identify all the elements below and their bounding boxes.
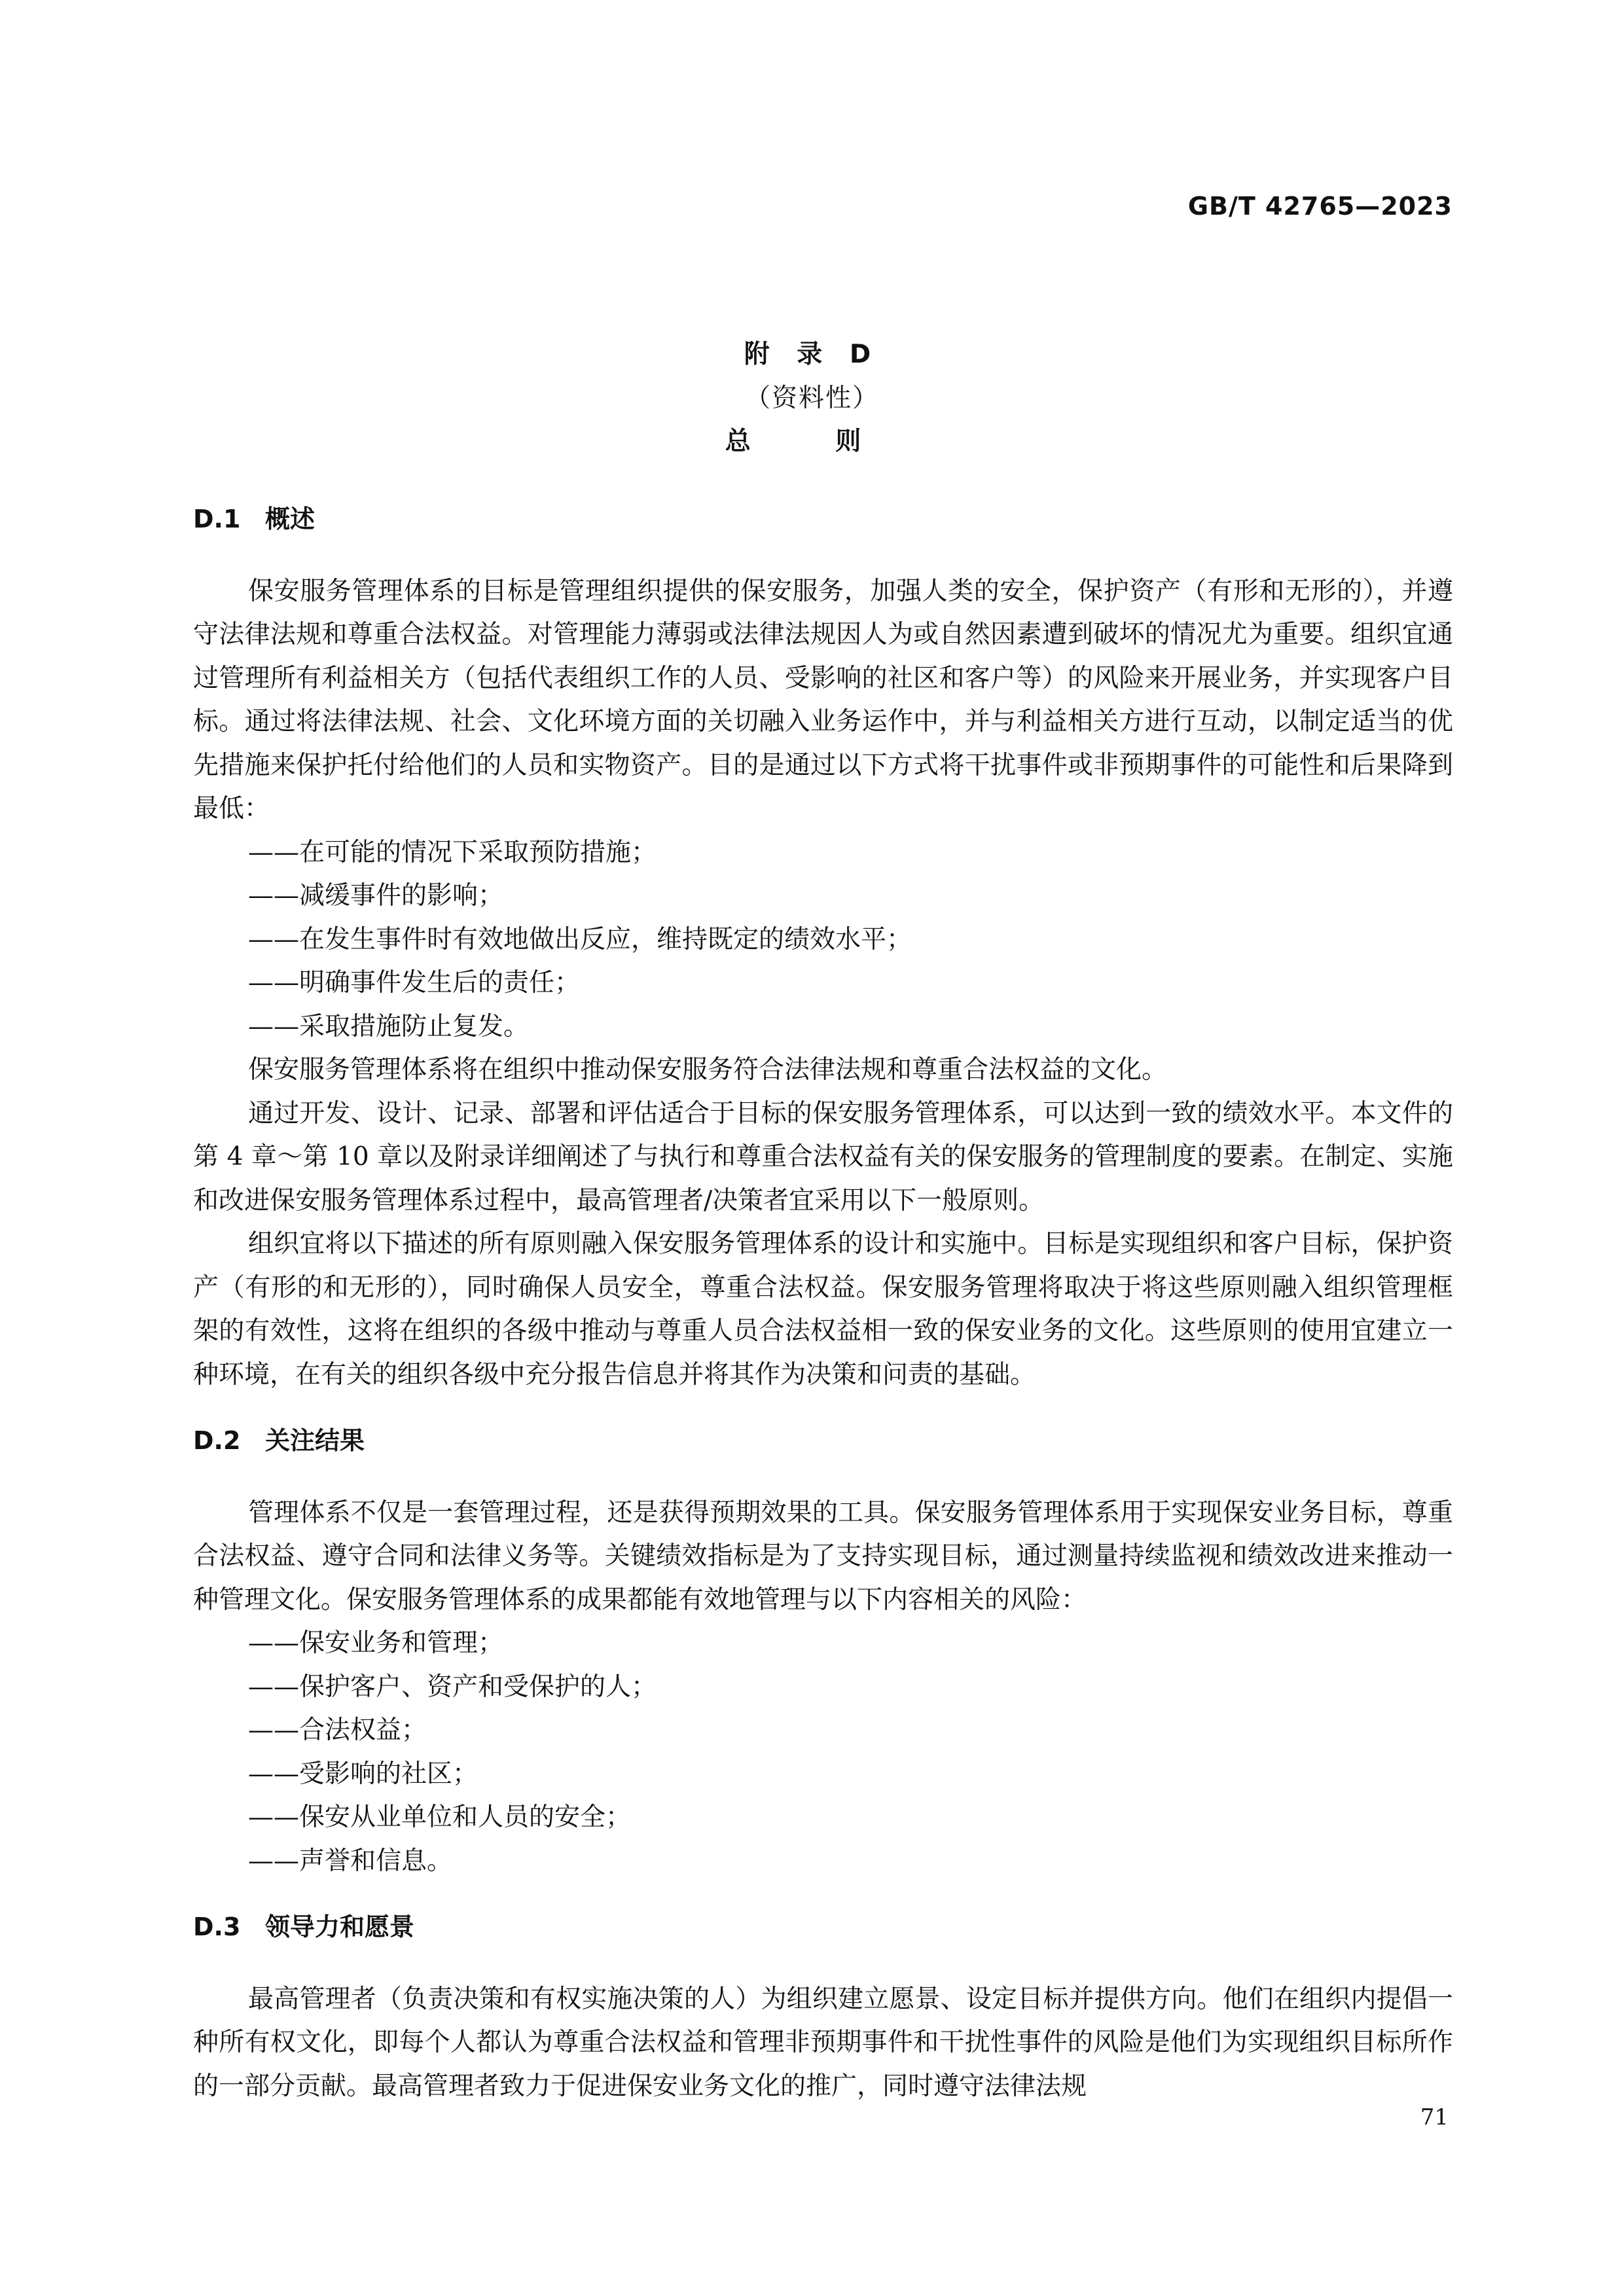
list-item: ——受影响的社区； <box>248 1759 478 1789</box>
document-body <box>193 497 1453 2108</box>
section-number: D.2 <box>193 1426 241 1455</box>
list-item: ——保安从业单位和人员的安全； <box>248 1803 632 1832</box>
page-number: 71 <box>1420 2104 1449 2130</box>
paragraph: 保安服务管理体系的目标是管理组织提供的保安服务，加强人类的安全，保护资产（有形和无形的），并遵守法律法规和尊重合法权益。对管理能力薄弱或法律法规因人为或自然因素遭到破坏的情况尤为重要。组织宜通过管理所有利益相关方（包括代表组织工作的人员、受影响的社区和客户等）的风险来开展业务，并实现客户目标。通过将法律法规、社会、文化环境方面的关切融入业务运作中，并与利益相关方进行互动，以制定适当的优先措施来保护托付给他们的人员和实物资产。目的是通过以下方式将干扰事件或非预期事件的可能性和后果降到最低： <box>193 576 1453 823</box>
standard-code: GB/T 42765—2023 <box>1187 192 1453 221</box>
list-item: ——减缓事件的影响； <box>248 881 504 910</box>
list-item: ——保安业务和管理； <box>248 1628 504 1658</box>
paragraph: 最高管理者（负责决策和有权实施决策的人）为组织建立愿景、设定目标并提供方向。他们在组织内提倡一种所有权文化，即每个人都认为尊重合法权益和管理非预期事件和干扰性事件的风险是他们为实现组织目标所作的一部分贡献。最高管理者致力于促进保安业务文化的推广，同时遵守法律法规 <box>193 1984 1453 2101</box>
paragraph: 保安服务管理体系将在组织中推动保安服务符合法律法规和尊重合法权益的文化。 <box>248 1055 1168 1085</box>
list-item: ——保护客户、资产和受保护的人； <box>248 1672 657 1702</box>
section-heading-d2 <box>193 1419 1453 1463</box>
list-item: ——声誉和信息。 <box>248 1846 453 1876</box>
list-item: ——在可能的情况下采取预防措施； <box>248 837 657 867</box>
section-heading-d3 <box>193 1905 1453 1949</box>
section-number: D.1 <box>193 505 241 533</box>
list-item: ——明确事件发生后的责任； <box>248 968 581 997</box>
paragraph: 组织宜将以下描述的所有原则融入保安服务管理体系的设计和实施中。目标是实现组织和客户目标，保护资产（有形的和无形的），同时确保人员安全，尊重合法权益。保安服务管理将取决于将这些原则融入组织管理框架的有效性，这将在组织的各级中推动与尊重人员合法权益相一致的保安业务的文化。这些原则的使用宜建立一种环境，在有关的组织各级中充分报告信息并将其作为决策和问责的基础。 <box>193 1229 1453 1390</box>
list-item: ——合法权益； <box>248 1715 427 1745</box>
list-item: ——在发生事件时有效地做出反应，维持既定的绩效水平； <box>248 924 912 954</box>
section-heading-d1 <box>193 497 1453 541</box>
list-item: ——采取措施防止复发。 <box>248 1011 530 1041</box>
paragraph: 通过开发、设计、记录、部署和评估适合于目标的保安服务管理体系，可以达到一致的绩效水平。本文件的第 4 章～第 10 章以及附录详细阐述了与执行和尊重合法权益有关的保安服务的管理制度的要素。在制定、实施和改进保安服务管理体系过程中，最高管理者/决策者宜采用以下一般原则。 <box>193 1098 1453 1215</box>
section-title: 领导力和愿景 <box>265 1912 415 1941</box>
section-number: D.3 <box>193 1912 241 1941</box>
appendix-title: 附 录 D <box>744 340 880 369</box>
section-title: 概述 <box>265 505 316 533</box>
appendix-subject: 总 则 <box>725 427 899 456</box>
section-title: 关注结果 <box>265 1426 365 1455</box>
paragraph: 管理体系不仅是一套管理过程，还是获得预期效果的工具。保安服务管理体系用于实现保安业务目标，尊重合法权益、遵守合同和法律义务等。关键绩效指标是为了支持实现目标，通过测量持续监视和绩效改进来推动一种管理文化。保安服务管理体系的成果都能有效地管理与以下内容相关的风险： <box>193 1498 1453 1615</box>
appendix-nature: （资料性） <box>744 384 879 413</box>
